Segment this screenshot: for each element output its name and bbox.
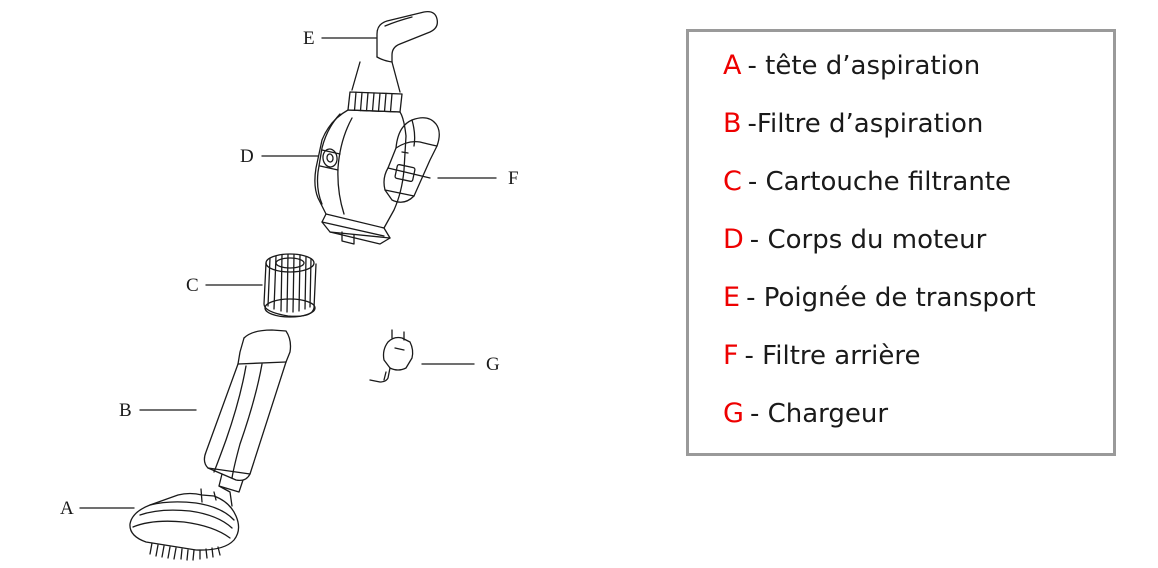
legend-text-c: - Cartouche filtrante	[747, 167, 1011, 197]
legend-box	[686, 29, 1116, 456]
callout-label-d: D	[240, 146, 254, 167]
legend-item-e	[723, 282, 1113, 340]
legend-letter-d: D	[723, 224, 744, 255]
legend-letter-g: G	[723, 398, 744, 429]
part-filter-cartridge	[264, 254, 316, 317]
legend-text-f: - Filtre arrière	[744, 341, 921, 371]
legend-item-f	[723, 340, 1113, 398]
callout-label-g: G	[486, 354, 500, 375]
legend-letter-f: F	[723, 340, 739, 371]
legend-item-g	[723, 398, 1113, 456]
legend-letter-c: C	[723, 166, 742, 197]
legend-text-b: -Filtre d’aspiration	[747, 109, 984, 139]
callout-label-f: F	[508, 168, 519, 189]
part-charger	[370, 330, 413, 382]
callout-label-a: A	[60, 498, 74, 519]
callout-label-e: E	[303, 28, 315, 49]
legend-item-a	[723, 50, 1113, 108]
legend-item-b	[723, 108, 1113, 166]
callout-label-b: B	[119, 400, 132, 421]
part-carry-handle	[377, 12, 437, 62]
legend-text-g: - Chargeur	[749, 399, 889, 429]
part-suction-head	[130, 486, 239, 560]
legend-item-c	[723, 166, 1113, 224]
legend-item-d	[723, 224, 1113, 282]
legend-list	[689, 32, 1113, 456]
legend-text-d: - Corps du moteur	[749, 225, 987, 255]
part-suction-filter	[204, 330, 290, 492]
legend-letter-b: B	[723, 108, 742, 139]
part-rear-filter	[384, 118, 439, 203]
part-motor-body	[315, 62, 406, 244]
legend-text-e: - Poignée de transport	[746, 283, 1036, 313]
legend-text-a: - tête d’aspiration	[747, 51, 981, 81]
legend-letter-e: E	[723, 282, 741, 313]
callout-label-c: C	[186, 275, 199, 296]
legend-letter-a: A	[723, 50, 742, 81]
